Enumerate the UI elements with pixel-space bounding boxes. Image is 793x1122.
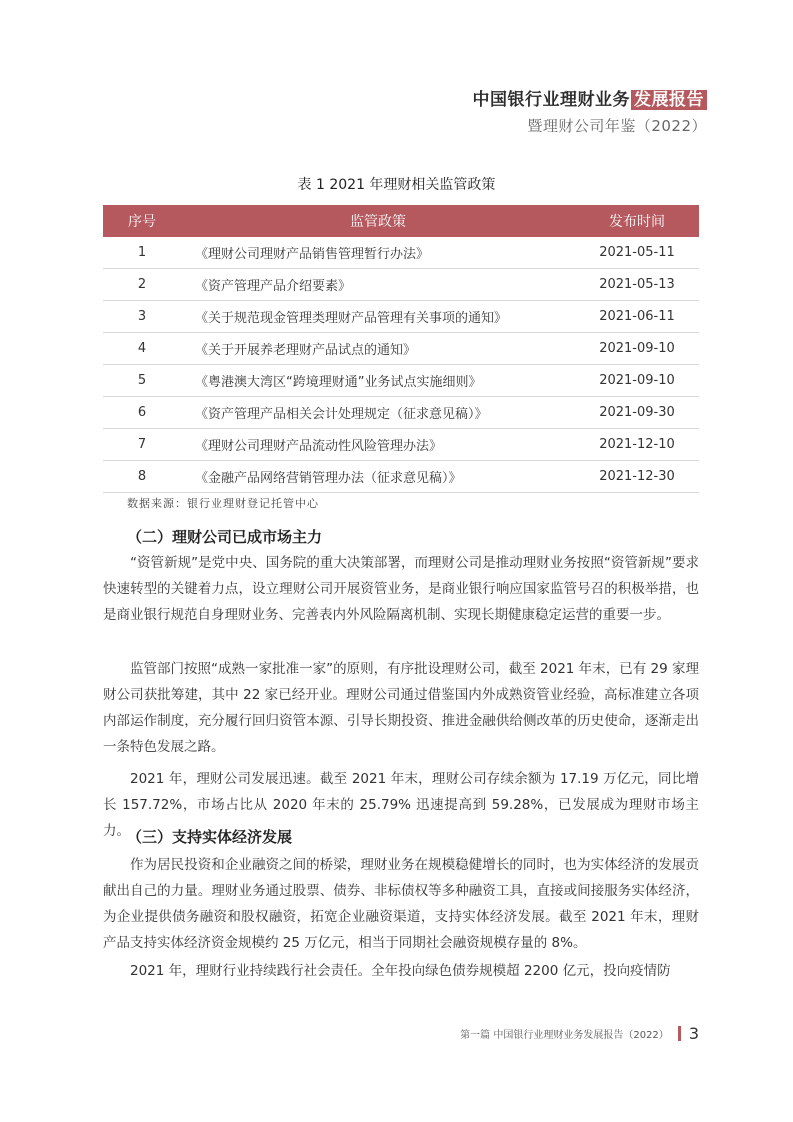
row-policy: 《粤港澳大湾区“跨境理财通”业务试点实施细则》: [181, 365, 575, 397]
table-row: [103, 333, 699, 365]
paragraph: 作为居民投资和企业融资之间的桥梁，理财业务在规模稳健增长的同时，也为实体经济的发展贡献出自己的力量。理财业务通过股票、债券、非标债权等多种融资工具，直接或间接服务实体经济，为企业提供债务融资和股权融资，拓宽企业融资渠道，支持实体经济发展。截至 2021 年末，理财产品支持实体经济资金规模约 25 万亿元，相当于同期社会融资规模存量的 8%。: [103, 857, 699, 951]
footer-divider: [678, 1026, 681, 1041]
page-footer: [460, 1024, 699, 1043]
column-header-no: 序号: [103, 205, 181, 237]
report-title-highlight: 发展报告: [631, 90, 707, 110]
section-heading-real-economy: （三）支持实体经济发展: [127, 828, 293, 846]
row-date: 2021-06-11: [575, 301, 699, 333]
report-title: [473, 88, 708, 112]
row-policy: 《理财公司理财产品流动性风险管理办法》: [181, 429, 575, 461]
row-number: 6: [103, 397, 181, 429]
row-number: 3: [103, 301, 181, 333]
section-heading-market-leader: （二）理财公司已成市场主力: [127, 528, 323, 546]
column-header-policy: 监管政策: [181, 205, 575, 237]
row-number: 5: [103, 365, 181, 397]
row-date: 2021-12-10: [575, 429, 699, 461]
row-policy: 《金融产品网络营销管理办法（征求意见稿）》: [181, 461, 575, 493]
page-header: [473, 88, 708, 138]
table-header-row: [103, 205, 699, 237]
row-policy: 《资产管理产品相关会计处理规定（征求意见稿）》: [181, 397, 575, 429]
row-date: 2021-09-10: [575, 333, 699, 365]
report-title-main: 中国银行业理财业务: [472, 90, 630, 110]
row-policy: 《理财公司理财产品销售管理暂行办法》: [181, 237, 575, 269]
page-number: 3: [688, 1024, 699, 1043]
table-row: [103, 269, 699, 301]
row-date: 2021-05-11: [575, 237, 699, 269]
data-source-note: 数据来源：银行业理财登记托管中心: [127, 497, 319, 510]
paragraph: 2021 年，理财行业持续践行社会责任。全年投向绿色债券规模超 2200 亿元，投向疫情防: [130, 963, 671, 979]
policy-table: [103, 205, 699, 493]
table-row: [103, 365, 699, 397]
row-date: 2021-09-30: [575, 397, 699, 429]
paragraph: “资管新规”是党中央、国务院的重大决策部署，而理财公司是推动理财业务按照“资管新规”要求快速转型的关键着力点，设立理财公司开展资管业务，是商业银行响应国家监管号召的积极举措，也是商业银行规范自身理财业务、完善表内外风险隔离机制、实现长期健康稳定运营的重要一步。: [103, 555, 699, 623]
paragraph: 监管部门按照“成熟一家批准一家”的原则，有序批设理财公司，截至 2021 年末，已有 29 家理财公司获批筹建，其中 22 家已经开业。理财公司通过借鉴国内外成熟资管业经验，高标准建立各项内部运作制度，充分履行回归资管本源、引导长期投资、推进金融供给侧改革的历史使命，逐渐走出一条特色发展之路。: [103, 661, 699, 755]
footer-text: 第一篇 中国银行业理财业务发展报告（2022）: [460, 1030, 669, 1041]
row-number: 4: [103, 333, 181, 365]
paragraph: 2021 年，理财公司发展迅速。截至 2021 年末，理财公司存续余额为 17.19 万亿元，同比增长 157.72%，市场占比从 2020 年末的 25.79% 迅速提高到 59.28%，已发展成为理财市场主力。: [103, 771, 699, 839]
table-row: [103, 301, 699, 333]
row-policy: 《关于开展养老理财产品试点的通知》: [181, 333, 575, 365]
table-row: [103, 461, 699, 493]
table-caption: 表 1 2021 年理财相关监管政策: [297, 177, 496, 193]
row-date: 2021-12-30: [575, 461, 699, 493]
table-row: [103, 397, 699, 429]
table-row: [103, 429, 699, 461]
row-number: 8: [103, 461, 181, 493]
row-number: 7: [103, 429, 181, 461]
row-date: 2021-05-13: [575, 269, 699, 301]
row-number: 1: [103, 237, 181, 269]
report-subtitle: 暨理财公司年鉴（2022）: [527, 117, 707, 135]
row-number: 2: [103, 269, 181, 301]
row-policy: 《关于规范现金管理类理财产品管理有关事项的通知》: [181, 301, 575, 333]
row-date: 2021-09-10: [575, 365, 699, 397]
row-policy: 《资产管理产品介绍要素》: [181, 269, 575, 301]
table-row: [103, 237, 699, 269]
column-header-date: 发布时间: [575, 205, 699, 237]
